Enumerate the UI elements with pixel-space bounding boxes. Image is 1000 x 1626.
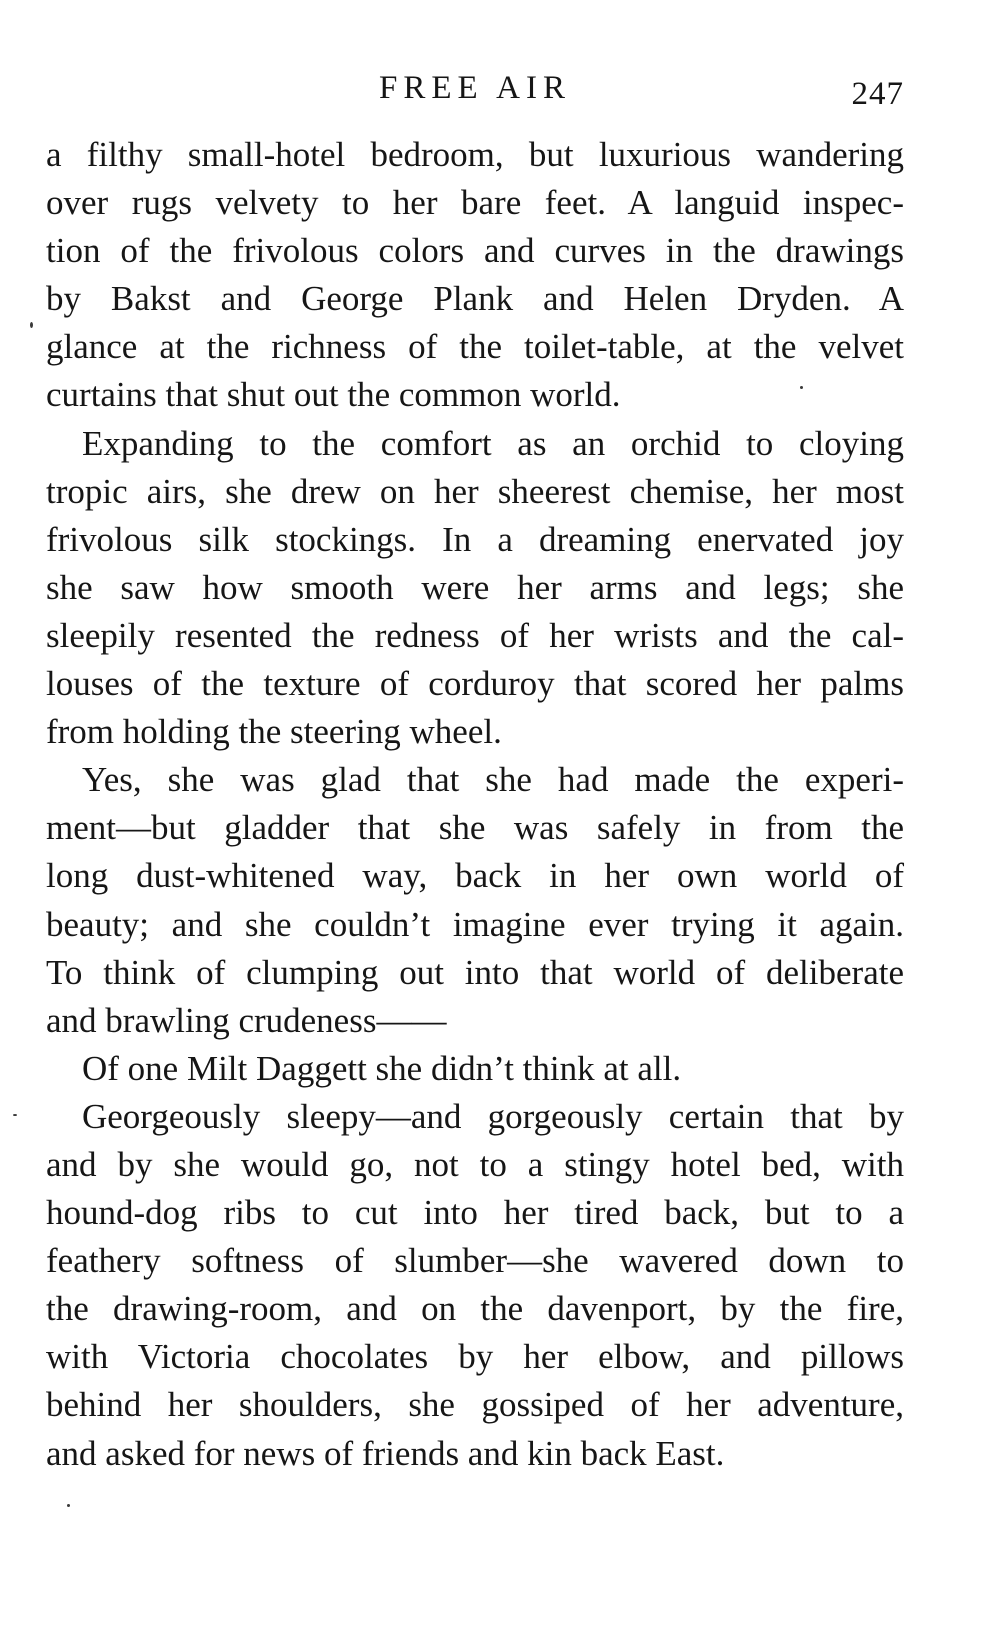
text-line: Georgeously sleepy—and gorgeously certain that by	[82, 1096, 904, 1136]
text-line: long dust-whitened way, back in her own world of	[46, 856, 904, 896]
text-line: a filthy small-hotel bedroom, but luxurious wandering	[46, 135, 904, 174]
text-line: tropic airs, she drew on her sheerest chemise, her most	[46, 471, 904, 511]
text-line: To think of clumping out into that world of deliberate	[46, 952, 904, 992]
text-line: from holding the steering wheel.	[46, 712, 502, 752]
text-line: Of one Milt Daggett she didn’t think at all.	[82, 1048, 682, 1088]
text-line: she saw how smooth were her arms and legs; she	[46, 567, 904, 607]
scan-speck	[67, 1504, 70, 1507]
text-line: Expanding to the comfort as an orchid to cloying	[82, 423, 904, 463]
text-line: ment—but gladder that she was safely in from the	[46, 808, 904, 848]
text-line: the drawing-room, and on the davenport, by the fire,	[46, 1289, 904, 1329]
scan-speck	[13, 1114, 17, 1116]
text-line: and asked for news of friends and kin back East.	[46, 1433, 725, 1473]
text-line: by Bakst and George Plank and Helen Dryden. A	[46, 279, 904, 319]
page-number: 247	[851, 76, 904, 112]
text-line: behind her shoulders, she gossiped of her adventure,	[46, 1385, 904, 1425]
running-title: FREE AIR	[379, 70, 571, 106]
text-line: beauty; and she couldn’t imagine ever trying it again.	[46, 904, 904, 944]
scan-speck	[800, 386, 803, 389]
text-line: curtains that shut out the common world.	[46, 375, 621, 415]
text-line: louses of the texture of corduroy that scored her palms	[46, 664, 904, 704]
text-line: and brawling crudeness——	[46, 1000, 447, 1040]
text-line: feathery softness of slumber—she wavered down to	[46, 1241, 904, 1281]
text-line: tion of the frivolous colors and curves in the drawings	[46, 231, 904, 271]
text-line: Yes, she was glad that she had made the experi-	[82, 760, 904, 800]
text-line: with Victoria chocolates by her elbow, and pillows	[46, 1337, 904, 1377]
text-line: frivolous silk stockings. In a dreaming enervated joy	[46, 519, 904, 559]
body-text	[46, 131, 904, 1478]
text-line: over rugs velvety to her bare feet. A languid inspec-	[46, 183, 904, 223]
running-header	[46, 70, 904, 120]
text-line: glance at the richness of the toilet-table, at the velvet	[46, 327, 904, 367]
scan-speck	[30, 322, 33, 328]
text-line: and by she would go, not to a stingy hotel bed, with	[46, 1144, 904, 1184]
text-line: sleepily resented the redness of her wrists and the cal-	[46, 615, 904, 655]
text-line: hound-dog ribs to cut into her tired back, but to a	[46, 1193, 904, 1233]
